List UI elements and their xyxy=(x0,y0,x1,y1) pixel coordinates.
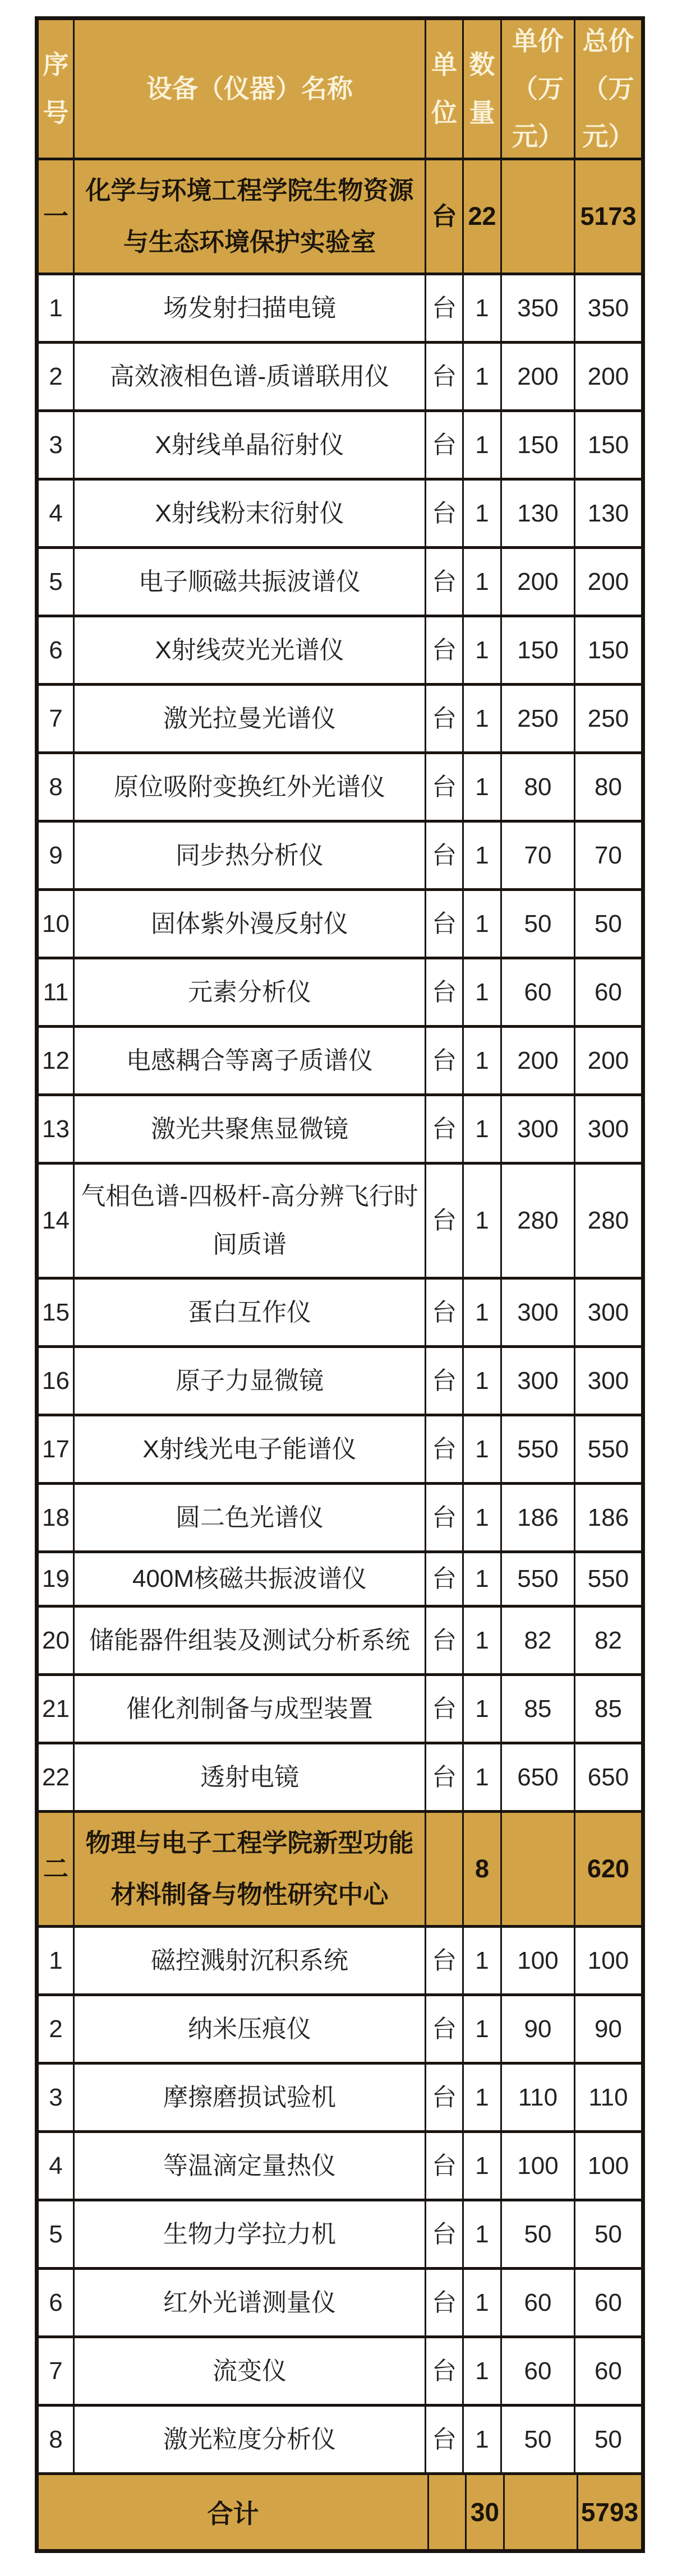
cell-qty: 1 xyxy=(464,2270,502,2335)
cell-total-price: 90 xyxy=(595,2015,622,2043)
cell-unit-price: 50 xyxy=(502,891,575,957)
cell-total-price: 620 xyxy=(587,1854,630,1883)
cell-index: 2 xyxy=(39,1996,75,2062)
cell-qty: 1 xyxy=(464,481,502,546)
cell-unit: 台 xyxy=(426,2065,464,2130)
table-row xyxy=(39,959,641,1028)
table-row xyxy=(39,1096,641,1165)
cell-unit-price xyxy=(502,1813,575,1925)
cell-unit-price: 550 xyxy=(502,1553,575,1605)
cell-name: 红外光谱测量仪 xyxy=(75,2270,426,2335)
cell-qty: 30 xyxy=(467,2475,505,2549)
table-row xyxy=(39,1280,641,1348)
table-row xyxy=(39,1485,641,1553)
table-row xyxy=(39,754,641,823)
cell-total-price: 186 xyxy=(587,1503,629,1531)
cell-name: 流变仪 xyxy=(75,2338,426,2404)
cell-unit: 台 xyxy=(426,1165,464,1277)
cell-unit: 台 xyxy=(426,1348,464,1414)
cell-name: 圆二色光谱仪 xyxy=(75,1485,426,1550)
cell-qty: 1 xyxy=(464,549,502,615)
cell-total-price: 300 xyxy=(587,1367,629,1395)
section-row xyxy=(39,160,641,275)
cell-total-price: 110 xyxy=(588,2083,628,2111)
cell-qty: 1 xyxy=(464,2201,502,2267)
cell-index: 1 xyxy=(39,1928,75,1993)
table-row xyxy=(39,1553,641,1608)
cell-unit-price: 150 xyxy=(502,617,575,683)
table-row xyxy=(39,823,641,891)
cell-unit-price: 350 xyxy=(502,275,575,341)
cell-unit: 台 xyxy=(426,275,464,341)
cell-name: 元素分析仪 xyxy=(75,959,426,1025)
cell-name: 同步热分析仪 xyxy=(75,823,426,888)
cell-unit-price xyxy=(502,160,575,273)
cell-unit: 台 xyxy=(426,1028,464,1093)
cell-name: 电感耦合等离子质谱仪 xyxy=(75,1028,426,1093)
cell-qty: 22 xyxy=(464,160,502,273)
table-row xyxy=(39,1165,641,1280)
cell-qty: 1 xyxy=(464,344,502,409)
cell-total-price: 130 xyxy=(587,499,629,527)
cell-total-label: 合计 xyxy=(39,2475,429,2549)
cell-unit-price: 650 xyxy=(502,1744,575,1810)
cell-unit-price: 50 xyxy=(502,2407,575,2472)
cell-index: 14 xyxy=(39,1165,75,1277)
table-row xyxy=(39,1608,641,1676)
cell-index: 5 xyxy=(39,549,75,615)
cell-qty: 1 xyxy=(464,1676,502,1742)
table-row xyxy=(39,412,641,481)
section-row xyxy=(39,1813,641,1928)
table-row xyxy=(39,275,641,344)
cell-qty: 1 xyxy=(464,1485,502,1550)
cell-name: 400M核磁共振波谱仪 xyxy=(75,1553,426,1605)
table-row xyxy=(39,481,641,549)
table-header-row xyxy=(39,20,641,160)
cell-total-price: 60 xyxy=(595,2357,622,2385)
cell-unit: 台 xyxy=(426,617,464,683)
cell-name: 气相色谱-四极杆-高分辨飞行时间质谱 xyxy=(75,1165,426,1277)
table-row xyxy=(39,344,641,412)
cell-name: 激光粒度分析仪 xyxy=(75,2407,426,2472)
cell-name: 纳米压痕仪 xyxy=(75,1996,426,2062)
table-row xyxy=(39,617,641,686)
cell-qty: 1 xyxy=(464,823,502,888)
cell-index: 5 xyxy=(39,2201,75,2267)
cell-name: 磁控溅射沉积系统 xyxy=(75,1928,426,1993)
cell-index: 9 xyxy=(39,823,75,888)
cell-unit: 台 xyxy=(426,1485,464,1550)
cell-unit-price: 100 xyxy=(502,2133,575,2199)
cell-qty: 1 xyxy=(464,1553,502,1605)
header-col-unit-price: 单价（万元） xyxy=(502,20,575,158)
cell-total-price: 200 xyxy=(587,362,629,390)
cell-unit xyxy=(429,2475,467,2549)
cell-unit: 台 xyxy=(426,891,464,957)
equipment-table xyxy=(35,16,645,2553)
cell-name: 摩擦磨损试验机 xyxy=(75,2065,426,2130)
cell-name: 生物力学拉力机 xyxy=(75,2201,426,2267)
cell-total-price: 100 xyxy=(587,2152,629,2180)
cell-total-price: 50 xyxy=(595,910,622,938)
cell-unit-price: 110 xyxy=(502,2065,575,2130)
cell-name: 激光共聚焦显微镜 xyxy=(75,1096,426,1162)
cell-total-price: 550 xyxy=(587,1565,629,1593)
cell-unit-price: 82 xyxy=(502,1608,575,1673)
cell-name: 激光拉曼光谱仪 xyxy=(75,686,426,751)
cell-unit-price: 280 xyxy=(502,1165,575,1277)
cell-index: 2 xyxy=(39,344,75,409)
cell-unit: 台 xyxy=(426,686,464,751)
cell-unit: 台 xyxy=(426,1996,464,2062)
cell-total-price: 650 xyxy=(587,1763,629,1791)
cell-total-price: 100 xyxy=(587,1946,629,1974)
cell-total-price: 85 xyxy=(595,1695,622,1723)
cell-name: X射线荧光光谱仪 xyxy=(75,617,426,683)
cell-name: 原位吸附变换红外光谱仪 xyxy=(75,754,426,820)
cell-unit-price: 80 xyxy=(502,754,575,820)
cell-total-price: 550 xyxy=(587,1435,629,1463)
cell-index: 22 xyxy=(39,1744,75,1810)
cell-index: 7 xyxy=(39,2338,75,2404)
cell-unit: 台 xyxy=(426,1744,464,1810)
cell-name: 高效液相色谱-质谱联用仪 xyxy=(75,344,426,409)
cell-unit: 台 xyxy=(426,2133,464,2199)
table-row xyxy=(39,2270,641,2338)
cell-unit-price: 200 xyxy=(502,344,575,409)
cell-index: 3 xyxy=(39,412,75,478)
cell-total-price: 200 xyxy=(587,567,629,595)
table-row xyxy=(39,1676,641,1744)
cell-unit: 台 xyxy=(426,2338,464,2404)
cell-qty: 1 xyxy=(464,275,502,341)
cell-unit-price: 130 xyxy=(502,481,575,546)
cell-unit-price: 70 xyxy=(502,823,575,888)
cell-total-price: 82 xyxy=(595,1626,622,1654)
cell-index: 11 xyxy=(39,959,75,1025)
table-row xyxy=(39,1996,641,2065)
cell-qty: 1 xyxy=(464,617,502,683)
cell-total-price: 300 xyxy=(587,1298,629,1326)
equipment-table-body xyxy=(39,160,641,2549)
cell-unit: 台 xyxy=(426,412,464,478)
table-row xyxy=(39,1028,641,1096)
cell-qty: 8 xyxy=(464,1813,502,1925)
cell-index: 二 xyxy=(39,1813,75,1925)
cell-name: 等温滴定量热仪 xyxy=(75,2133,426,2199)
cell-qty: 1 xyxy=(464,1416,502,1482)
cell-unit: 台 xyxy=(426,959,464,1025)
table-row xyxy=(39,1928,641,1996)
cell-unit-price: 100 xyxy=(502,1928,575,1993)
cell-name: X射线单晶衍射仪 xyxy=(75,412,426,478)
cell-unit: 台 xyxy=(426,2201,464,2267)
table-row xyxy=(39,1348,641,1416)
cell-name: 蛋白互作仪 xyxy=(75,1280,426,1345)
cell-unit: 台 xyxy=(426,1096,464,1162)
cell-index: 8 xyxy=(39,754,75,820)
cell-unit-price: 150 xyxy=(502,412,575,478)
table-row xyxy=(39,891,641,959)
header-col-name: 设备（仪器）名称 xyxy=(75,20,426,158)
cell-unit-price: 300 xyxy=(502,1348,575,1414)
cell-name: 固体紫外漫反射仪 xyxy=(75,891,426,957)
cell-name: 化学与环境工程学院生物资源与生态环境保护实验室 xyxy=(75,160,426,273)
cell-index: 18 xyxy=(39,1485,75,1550)
cell-qty: 1 xyxy=(464,1744,502,1810)
cell-unit: 台 xyxy=(426,160,464,273)
cell-index: 6 xyxy=(39,2270,75,2335)
cell-qty: 1 xyxy=(464,891,502,957)
cell-total-price: 150 xyxy=(587,431,629,459)
header-col-index: 序号 xyxy=(39,20,75,158)
cell-index: 17 xyxy=(39,1416,75,1482)
cell-unit-price: 200 xyxy=(502,1028,575,1093)
cell-qty: 1 xyxy=(464,412,502,478)
cell-unit: 台 xyxy=(426,344,464,409)
cell-name: 催化剂制备与成型装置 xyxy=(75,1676,426,1742)
cell-unit-price: 186 xyxy=(502,1485,575,1550)
cell-total-price: 150 xyxy=(587,636,629,664)
cell-name: X射线粉末衍射仪 xyxy=(75,481,426,546)
cell-unit-price: 60 xyxy=(502,2270,575,2335)
table-row xyxy=(39,1416,641,1485)
cell-qty: 1 xyxy=(464,2065,502,2130)
cell-unit: 台 xyxy=(426,2407,464,2472)
cell-total-price: 250 xyxy=(587,704,629,732)
cell-unit-price: 300 xyxy=(502,1280,575,1345)
cell-total-price: 50 xyxy=(595,2220,622,2248)
cell-total-price: 80 xyxy=(595,773,622,801)
cell-qty: 1 xyxy=(464,1280,502,1345)
table-row xyxy=(39,2133,641,2201)
cell-index: 4 xyxy=(39,481,75,546)
cell-unit-price: 550 xyxy=(502,1416,575,1482)
cell-unit-price: 50 xyxy=(502,2201,575,2267)
cell-index: 8 xyxy=(39,2407,75,2472)
cell-unit-price: 60 xyxy=(502,2338,575,2404)
cell-name: X射线光电子能谱仪 xyxy=(75,1416,426,1482)
table-row xyxy=(39,2201,641,2270)
cell-unit: 台 xyxy=(426,1553,464,1605)
cell-index: 一 xyxy=(39,160,75,273)
cell-index: 10 xyxy=(39,891,75,957)
cell-total-price: 200 xyxy=(587,1046,629,1074)
cell-index: 16 xyxy=(39,1348,75,1414)
cell-qty: 1 xyxy=(464,959,502,1025)
cell-total-price: 5173 xyxy=(580,201,637,230)
cell-total-price: 60 xyxy=(595,978,622,1006)
cell-total-price: 70 xyxy=(595,841,622,869)
cell-qty: 1 xyxy=(464,1928,502,1993)
cell-index: 15 xyxy=(39,1280,75,1345)
cell-unit-price xyxy=(505,2475,578,2549)
cell-unit-price: 200 xyxy=(502,549,575,615)
cell-qty: 1 xyxy=(464,1028,502,1093)
cell-unit: 台 xyxy=(426,823,464,888)
cell-qty: 1 xyxy=(464,1096,502,1162)
cell-index: 20 xyxy=(39,1608,75,1673)
cell-index: 12 xyxy=(39,1028,75,1093)
cell-index: 13 xyxy=(39,1096,75,1162)
cell-name: 原子力显微镜 xyxy=(75,1348,426,1414)
table-row xyxy=(39,2407,641,2475)
cell-unit: 台 xyxy=(426,549,464,615)
cell-name: 场发射扫描电镜 xyxy=(75,275,426,341)
cell-unit-price: 85 xyxy=(502,1676,575,1742)
header-col-total-price: 总价（万元） xyxy=(582,26,634,151)
cell-unit: 台 xyxy=(426,754,464,820)
cell-qty: 1 xyxy=(464,686,502,751)
cell-total-price: 350 xyxy=(587,294,629,322)
cell-index: 21 xyxy=(39,1676,75,1742)
cell-name: 储能器件组装及测试分析系统 xyxy=(75,1608,426,1673)
total-row xyxy=(39,2475,641,2549)
cell-index: 19 xyxy=(39,1553,75,1605)
header-col-unit: 单位 xyxy=(426,20,464,158)
cell-index: 4 xyxy=(39,2133,75,2199)
table-row xyxy=(39,549,641,617)
cell-qty: 1 xyxy=(464,1608,502,1673)
cell-name: 物理与电子工程学院新型功能材料制备与物性研究中心 xyxy=(75,1813,426,1925)
table-row xyxy=(39,2338,641,2407)
cell-name: 透射电镜 xyxy=(75,1744,426,1810)
table-row xyxy=(39,1744,641,1813)
cell-unit: 台 xyxy=(426,481,464,546)
cell-qty: 1 xyxy=(464,1165,502,1277)
cell-unit-price: 250 xyxy=(502,686,575,751)
cell-total-price: 5793 xyxy=(580,2497,639,2527)
cell-unit: 台 xyxy=(426,1608,464,1673)
header-col-qty: 数量 xyxy=(464,20,502,158)
cell-total-price: 60 xyxy=(595,2288,622,2316)
table-row xyxy=(39,2065,641,2133)
cell-unit: 台 xyxy=(426,1280,464,1345)
cell-unit: 台 xyxy=(426,2270,464,2335)
cell-total-price: 300 xyxy=(587,1115,629,1143)
cell-index: 1 xyxy=(39,275,75,341)
cell-unit: 台 xyxy=(426,1416,464,1482)
cell-index: 7 xyxy=(39,686,75,751)
cell-qty: 1 xyxy=(464,2338,502,2404)
cell-name: 电子顺磁共振波谱仪 xyxy=(75,549,426,615)
cell-qty: 1 xyxy=(464,1348,502,1414)
cell-unit-price: 90 xyxy=(502,1996,575,2062)
cell-qty: 1 xyxy=(464,2133,502,2199)
cell-unit xyxy=(426,1813,464,1925)
cell-qty: 1 xyxy=(464,1996,502,2062)
cell-total-price: 50 xyxy=(595,2425,622,2453)
cell-index: 3 xyxy=(39,2065,75,2130)
cell-index: 6 xyxy=(39,617,75,683)
cell-total-price: 280 xyxy=(587,1207,629,1235)
cell-unit: 台 xyxy=(426,1676,464,1742)
table-row xyxy=(39,686,641,754)
cell-unit-price: 300 xyxy=(502,1096,575,1162)
cell-qty: 1 xyxy=(464,754,502,820)
cell-unit: 台 xyxy=(426,1928,464,1993)
cell-unit-price: 60 xyxy=(502,959,575,1025)
cell-qty: 1 xyxy=(464,2407,502,2472)
